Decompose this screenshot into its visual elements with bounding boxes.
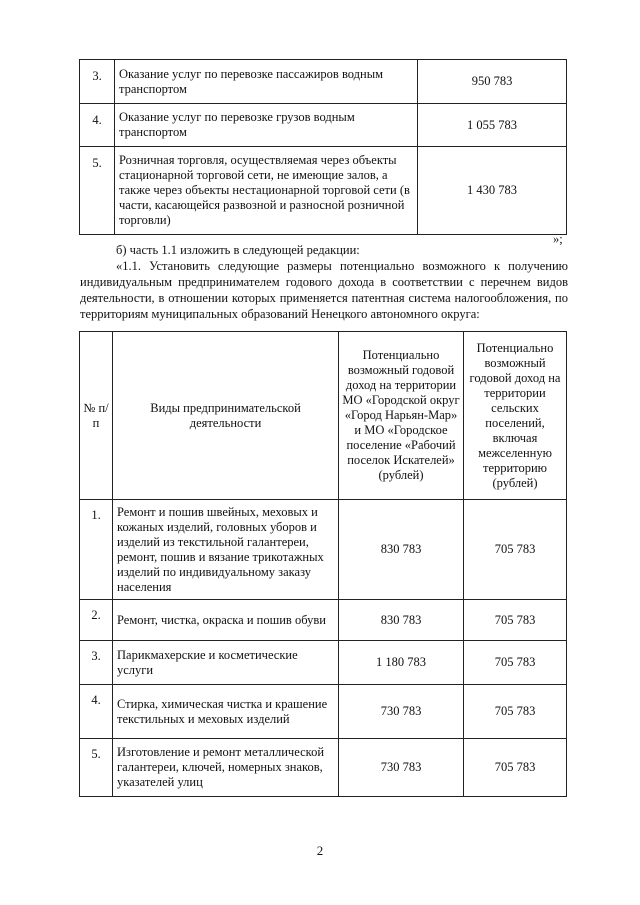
row-number: 2. bbox=[80, 600, 113, 641]
value-cell: 1 430 783 bbox=[418, 147, 567, 235]
header-activity: Виды предпринимательской деятельности bbox=[113, 332, 339, 500]
row-number: 5. bbox=[80, 147, 115, 235]
activity-cell: Изготовление и ремонт металлической галантереи, ключей, номерных знаков, указателей улиц bbox=[113, 739, 339, 797]
table-row bbox=[80, 147, 567, 235]
main-table bbox=[79, 331, 567, 797]
value-cell: 950 783 bbox=[418, 60, 567, 104]
closing-quote: »; bbox=[553, 232, 563, 246]
rural-value: 705 783 bbox=[464, 739, 567, 797]
activity-cell: Оказание услуг по перевозке грузов водным транспортом bbox=[115, 104, 418, 147]
rural-value: 705 783 bbox=[464, 685, 567, 739]
table-row bbox=[80, 500, 567, 600]
urban-value: 830 783 bbox=[339, 600, 464, 641]
page-number: 2 bbox=[316, 843, 324, 858]
table-row bbox=[80, 685, 567, 739]
rural-value: 705 783 bbox=[464, 600, 567, 641]
table-header-row bbox=[80, 332, 567, 500]
row-number: 4. bbox=[80, 685, 113, 739]
row-number: 5. bbox=[80, 739, 113, 797]
paragraph-main: «1.1. Установить следующие размеры потенциально возможного к получению индивидуальным предпринимателем годового дохода в соответствии с перечнем видов деятельности, в отношении которых применяется патентная система налогообложения, по территориям муниципальных образований Ненецкого автономного округа: bbox=[80, 259, 568, 321]
urban-value: 730 783 bbox=[339, 685, 464, 739]
top-table bbox=[79, 59, 567, 235]
table-row bbox=[80, 739, 567, 797]
row-number: 3. bbox=[80, 60, 115, 104]
row-number: 4. bbox=[80, 104, 115, 147]
table-row bbox=[80, 641, 567, 685]
activity-cell: Стирка, химическая чистка и крашение текстильных и меховых изделий bbox=[113, 685, 339, 739]
row-number: 1. bbox=[80, 500, 113, 600]
table-row bbox=[80, 60, 567, 104]
urban-value: 730 783 bbox=[339, 739, 464, 797]
activity-cell: Ремонт и пошив швейных, меховых и кожаных изделий, головных уборов и изделий из текстильной галантереи, ремонт, пошив и вязание трикотажных изделий по индивидуальному заказу населения bbox=[113, 500, 339, 600]
urban-value: 830 783 bbox=[339, 500, 464, 600]
activity-cell: Розничная торговля, осуществляемая через объекты стационарной торговой сети, не имеющие залов, а также через объекты нестационарной торговой сети (в части, касающейся развозной и разносной розничной торговли) bbox=[115, 147, 418, 235]
activity-cell: Ремонт, чистка, окраска и пошив обуви bbox=[113, 600, 339, 641]
header-urban: Потенциально возможный годовой доход на территории МО «Городской округ «Город Нарьян-Мар» и МО «Городское поселение «Рабочий поселок Искателей» (рублей) bbox=[339, 332, 464, 500]
activity-cell: Оказание услуг по перевозке пассажиров водным транспортом bbox=[115, 60, 418, 104]
rural-value: 705 783 bbox=[464, 500, 567, 600]
urban-value: 1 180 783 bbox=[339, 641, 464, 685]
header-num: № п/п bbox=[80, 332, 113, 500]
header-rural: Потенциально возможный годовой доход на территории сельских поселений, включая межселенную территорию (рублей) bbox=[464, 332, 567, 500]
paragraph-b: б) часть 1.1 изложить в следующей редакции: bbox=[116, 243, 360, 257]
table-row bbox=[80, 600, 567, 641]
value-cell: 1 055 783 bbox=[418, 104, 567, 147]
row-number: 3. bbox=[80, 641, 113, 685]
table-row bbox=[80, 104, 567, 147]
activity-cell: Парикмахерские и косметические услуги bbox=[113, 641, 339, 685]
rural-value: 705 783 bbox=[464, 641, 567, 685]
